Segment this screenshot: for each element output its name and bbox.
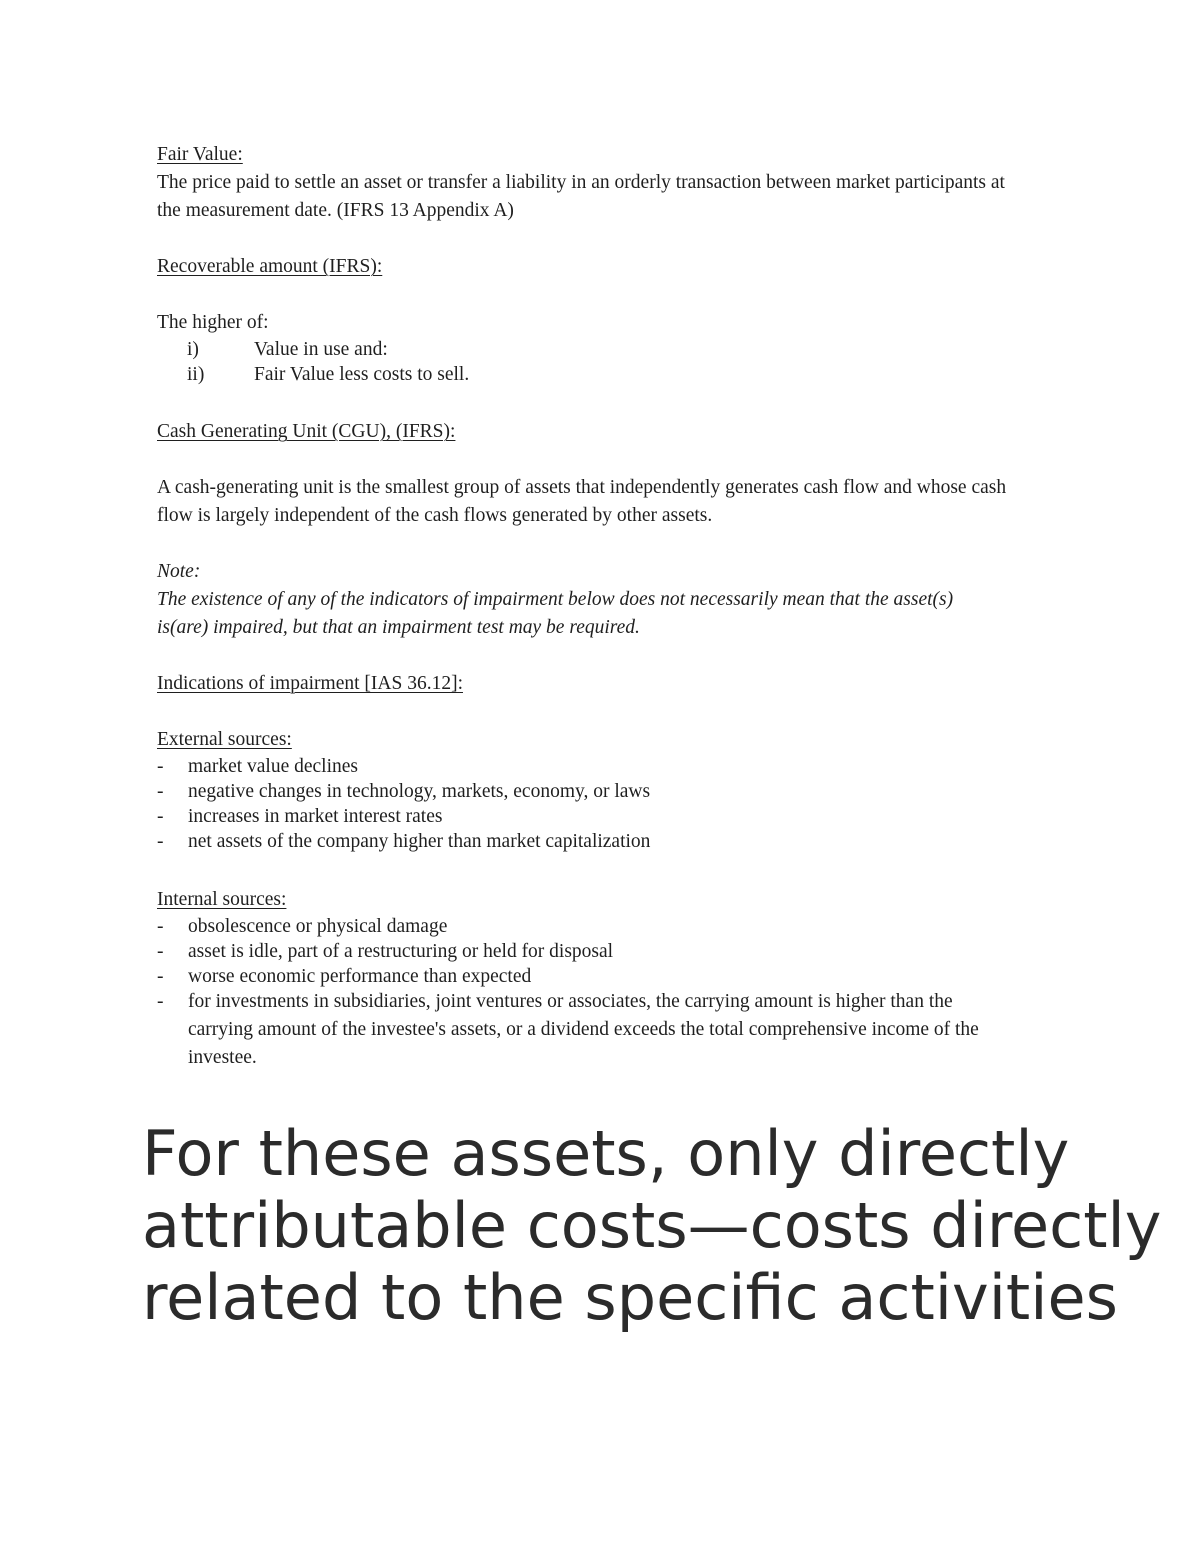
list-item-text: Fair Value less costs to sell. — [254, 364, 470, 385]
list-item — [157, 829, 1007, 854]
list-item — [157, 964, 1007, 989]
list-item — [157, 988, 1007, 1072]
external-sources-heading: External sources: — [157, 729, 292, 750]
document-content — [157, 141, 1007, 1072]
list-item-text: Value in use and: — [254, 339, 388, 360]
note-label: Note: — [157, 561, 201, 582]
list-item — [157, 939, 1007, 964]
external-sources-list — [157, 754, 1007, 854]
list-item — [157, 779, 1007, 804]
list-marker: - — [157, 781, 164, 802]
list-item-text: worse economic performance than expected — [188, 966, 532, 987]
list-item-text: negative changes in technology, markets, economy, or laws — [188, 781, 651, 802]
list-item — [157, 804, 1007, 829]
list-marker: - — [157, 941, 164, 962]
list-item-text: asset is idle, part of a restructuring or held for disposal — [188, 941, 614, 962]
list-item-text: market value declines — [188, 756, 359, 777]
list-item-text: increases in market interest rates — [188, 806, 443, 827]
list-item-text: net assets of the company higher than market capitalization — [188, 831, 651, 852]
cgu-definition: A cash-generating unit is the smallest group of assets that independently generates cash flow and whose cash flow is largely independent of the cash flows generated by other assets. — [157, 477, 1007, 526]
list-marker: ii) — [187, 364, 205, 385]
note-text: The existence of any of the indicators of impairment below does not necessarily mean that the asset(s) is(are) impaired, but that an impairment test may be required. — [157, 589, 954, 638]
indications-heading: Indications of impairment [IAS 36.12]: — [157, 673, 463, 694]
list-item — [157, 754, 1007, 779]
recoverable-amount-list — [157, 337, 1007, 387]
list-marker: - — [157, 966, 164, 987]
list-marker: - — [157, 806, 164, 827]
list-item — [157, 362, 1007, 387]
list-item — [157, 914, 1007, 939]
fair-value-definition: The price paid to settle an asset or transfer a liability in an orderly transaction between market participants at the measurement date. (IFRS 13 Appendix A) — [157, 172, 1005, 221]
recoverable-amount-intro: The higher of: — [157, 312, 269, 333]
internal-sources-heading: Internal sources: — [157, 889, 287, 910]
large-overlay-text: For these assets, only directly attributable costs—costs directly related to the specific activities — [142, 1117, 1162, 1334]
recoverable-amount-heading: Recoverable amount (IFRS): — [157, 256, 383, 277]
fair-value-heading: Fair Value: — [157, 144, 243, 165]
list-marker: - — [157, 916, 164, 937]
list-item — [157, 337, 1007, 362]
list-item-text: obsolescence or physical damage — [188, 916, 448, 937]
list-item-text: for investments in subsidiaries, joint ventures or associates, the carrying amount is higher than the carrying amount of the investee's assets, or a dividend exceeds the total comprehensive income of the investee. — [188, 991, 979, 1068]
list-marker: i) — [187, 339, 199, 360]
list-marker: - — [157, 831, 164, 852]
list-marker: - — [157, 756, 164, 777]
list-marker: - — [157, 991, 164, 1012]
internal-sources-list — [157, 914, 1007, 1072]
cgu-heading: Cash Generating Unit (CGU), (IFRS): — [157, 421, 456, 442]
